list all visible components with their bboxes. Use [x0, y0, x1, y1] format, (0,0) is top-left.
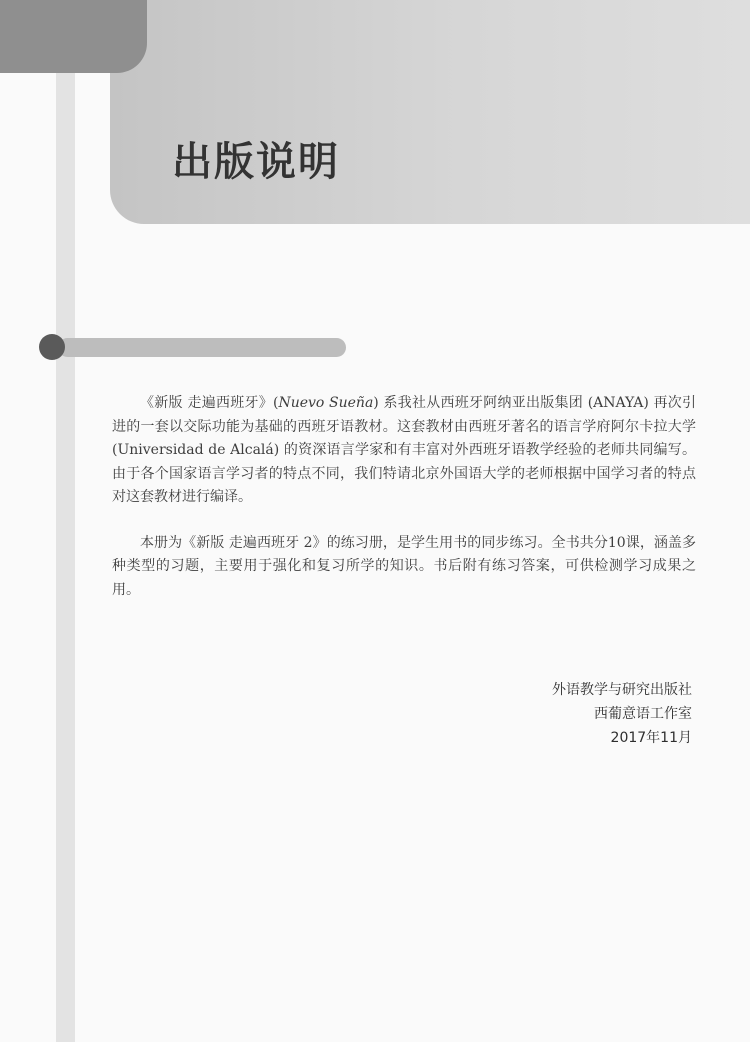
- signature-block: [552, 678, 692, 750]
- section-divider-dot: [39, 334, 65, 360]
- paragraph-intro-part2: ) 系我社从西班牙阿纳亚出版集团 (ANAYA) 再次引进的一套以交际功能为基础的西班牙语教材。这套教材由西班牙著名的语言学府阿尔卡拉大学 (Universidad de Alcalá) 的资深语言学家和有丰富对外西班牙语教学经验的老师共同编写。由于各个国家语言学习者的特点不同，我们特请北京外国语大学的老师根据中国学习者的特点对这套教材进行编译。: [112, 395, 696, 505]
- corner-decoration: [0, 0, 147, 73]
- book-title-italic: Nuevo Sueña: [278, 395, 374, 411]
- header-panel: [110, 0, 750, 224]
- paragraph-intro: [112, 392, 696, 510]
- publication-date: 2017年11月: [610, 730, 692, 746]
- publisher-name: 外语教学与研究出版社: [552, 682, 692, 698]
- left-decorative-strip: [56, 0, 75, 1042]
- section-divider-bar: [58, 338, 346, 357]
- page-title: 出版说明: [172, 139, 340, 185]
- paragraph-workbook: 本册为《新版 走遍西班牙 2》的练习册，是学生用书的同步练习。全书共分10课，涵盖多种类型的习题，主要用于强化和复习所学的知识。书后附有练习答案，可供检测学习成果之用。: [112, 534, 696, 598]
- paragraph-intro-part1: 《新版 走遍西班牙》(: [140, 395, 279, 411]
- main-content: [112, 392, 696, 624]
- studio-name: 西葡意语工作室: [594, 706, 692, 722]
